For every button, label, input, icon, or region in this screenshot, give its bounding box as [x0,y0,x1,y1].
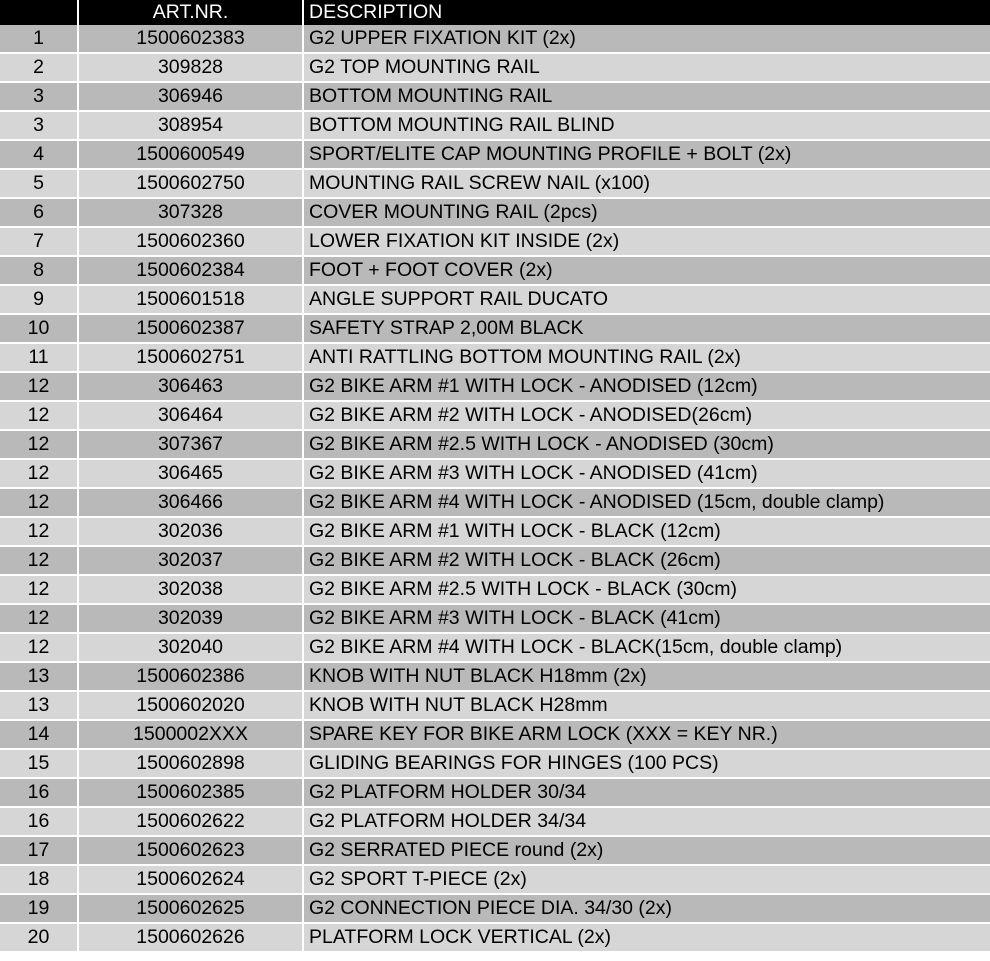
row-description: ANTI RATTLING BOTTOM MOUNTING RAIL (2x) [304,344,990,373]
row-nr: 12 [0,576,79,605]
table-row [0,199,990,228]
table-row [0,315,990,344]
table-row [0,924,990,953]
row-description: G2 BIKE ARM #2 WITH LOCK - ANODISED(26cm) [304,402,990,431]
row-art-nr: 306466 [79,489,304,518]
row-description: G2 BIKE ARM #3 WITH LOCK - BLACK (41cm) [304,605,990,634]
table-row [0,344,990,373]
row-art-nr: 1500602387 [79,315,304,344]
row-description: MOUNTING RAIL SCREW NAIL (x100) [304,170,990,199]
table-row [0,866,990,895]
row-description: G2 BIKE ARM #2.5 WITH LOCK - BLACK (30cm) [304,576,990,605]
row-nr: 15 [0,750,79,779]
row-description: SAFETY STRAP 2,00M BLACK [304,315,990,344]
row-art-nr: 1500602385 [79,779,304,808]
row-art-nr: 1500602898 [79,750,304,779]
row-art-nr: 1500602751 [79,344,304,373]
row-art-nr: 309828 [79,54,304,83]
table-row [0,228,990,257]
table-row [0,692,990,721]
row-description: G2 BIKE ARM #4 WITH LOCK - BLACK(15cm, double clamp) [304,634,990,663]
row-nr: 1 [0,25,79,54]
header-row [0,0,990,25]
table-row [0,402,990,431]
row-description: G2 BIKE ARM #1 WITH LOCK - BLACK (12cm) [304,518,990,547]
row-art-nr: 307367 [79,431,304,460]
row-nr: 12 [0,518,79,547]
row-art-nr: 1500602625 [79,895,304,924]
row-art-nr: 1500602626 [79,924,304,953]
row-nr: 16 [0,808,79,837]
row-art-nr: 1500602750 [79,170,304,199]
table-row [0,721,990,750]
table-body [0,25,990,953]
table-row [0,460,990,489]
table-row [0,54,990,83]
row-description: G2 SERRATED PIECE round (2x) [304,837,990,866]
row-art-nr: 302038 [79,576,304,605]
table-row [0,170,990,199]
row-art-nr: 1500602386 [79,663,304,692]
row-description: SPORT/ELITE CAP MOUNTING PROFILE + BOLT (2x) [304,141,990,170]
row-nr: 11 [0,344,79,373]
table-row [0,489,990,518]
row-description: FOOT + FOOT COVER (2x) [304,257,990,286]
row-art-nr: 1500600549 [79,141,304,170]
row-description: ANGLE SUPPORT RAIL DUCATO [304,286,990,315]
table-row [0,373,990,402]
row-description: BOTTOM MOUNTING RAIL BLIND [304,112,990,141]
table-row [0,141,990,170]
table-row [0,837,990,866]
row-art-nr: 1500602624 [79,866,304,895]
row-description: G2 UPPER FIXATION KIT (2x) [304,25,990,54]
row-nr: 12 [0,431,79,460]
table-row [0,750,990,779]
row-nr: 3 [0,112,79,141]
row-nr: 19 [0,895,79,924]
row-description: G2 CONNECTION PIECE DIA. 34/30 (2x) [304,895,990,924]
row-art-nr: 1500602623 [79,837,304,866]
row-description: KNOB WITH NUT BLACK H28mm [304,692,990,721]
row-art-nr: 308954 [79,112,304,141]
table-row [0,605,990,634]
row-nr: 12 [0,489,79,518]
table-row [0,895,990,924]
row-nr: 6 [0,199,79,228]
row-description: LOWER FIXATION KIT INSIDE (2x) [304,228,990,257]
row-nr: 14 [0,721,79,750]
row-nr: 8 [0,257,79,286]
row-description: KNOB WITH NUT BLACK H18mm (2x) [304,663,990,692]
row-art-nr: 1500002XXX [79,721,304,750]
table-row [0,83,990,112]
table-row [0,576,990,605]
row-nr: 12 [0,402,79,431]
row-description: G2 BIKE ARM #1 WITH LOCK - ANODISED (12cm) [304,373,990,402]
row-nr: 16 [0,779,79,808]
row-art-nr: 306465 [79,460,304,489]
row-nr: 13 [0,663,79,692]
row-description: COVER MOUNTING RAIL (2pcs) [304,199,990,228]
row-description: G2 PLATFORM HOLDER 30/34 [304,779,990,808]
table-row [0,431,990,460]
row-description: G2 SPORT T-PIECE (2x) [304,866,990,895]
row-description: G2 BIKE ARM #2.5 WITH LOCK - ANODISED (30cm) [304,431,990,460]
header-nr [0,0,79,25]
row-nr: 3 [0,83,79,112]
row-nr: 5 [0,170,79,199]
row-nr: 2 [0,54,79,83]
row-art-nr: 302036 [79,518,304,547]
row-art-nr: 1500601518 [79,286,304,315]
row-description: G2 TOP MOUNTING RAIL [304,54,990,83]
row-nr: 4 [0,141,79,170]
table-row [0,634,990,663]
table-row [0,25,990,54]
table-row [0,808,990,837]
header-description: DESCRIPTION [304,0,990,25]
row-nr: 13 [0,692,79,721]
row-nr: 12 [0,634,79,663]
table-row [0,779,990,808]
row-nr: 12 [0,547,79,576]
row-nr: 20 [0,924,79,953]
table-row [0,257,990,286]
row-nr: 17 [0,837,79,866]
row-nr: 12 [0,605,79,634]
row-description: G2 BIKE ARM #3 WITH LOCK - ANODISED (41cm) [304,460,990,489]
row-description: SPARE KEY FOR BIKE ARM LOCK (XXX = KEY NR.) [304,721,990,750]
row-art-nr: 1500602384 [79,257,304,286]
table-row [0,112,990,141]
row-art-nr: 306946 [79,83,304,112]
row-nr: 12 [0,460,79,489]
table-row [0,547,990,576]
row-nr: 7 [0,228,79,257]
table-row [0,286,990,315]
row-description: G2 PLATFORM HOLDER 34/34 [304,808,990,837]
table-row [0,518,990,547]
row-nr: 18 [0,866,79,895]
row-art-nr: 302037 [79,547,304,576]
row-art-nr: 306463 [79,373,304,402]
row-description: PLATFORM LOCK VERTICAL (2x) [304,924,990,953]
row-art-nr: 306464 [79,402,304,431]
row-art-nr: 302039 [79,605,304,634]
row-description: BOTTOM MOUNTING RAIL [304,83,990,112]
row-art-nr: 302040 [79,634,304,663]
row-description: GLIDING BEARINGS FOR HINGES (100 PCS) [304,750,990,779]
header-art-nr: ART.NR. [79,0,304,25]
row-nr: 12 [0,373,79,402]
row-art-nr: 1500602383 [79,25,304,54]
row-art-nr: 1500602622 [79,808,304,837]
row-art-nr: 307328 [79,199,304,228]
row-description: G2 BIKE ARM #4 WITH LOCK - ANODISED (15cm, double clamp) [304,489,990,518]
table-row [0,663,990,692]
row-art-nr: 1500602020 [79,692,304,721]
table-header [0,0,990,25]
row-description: G2 BIKE ARM #2 WITH LOCK - BLACK (26cm) [304,547,990,576]
row-nr: 10 [0,315,79,344]
row-art-nr: 1500602360 [79,228,304,257]
row-nr: 9 [0,286,79,315]
